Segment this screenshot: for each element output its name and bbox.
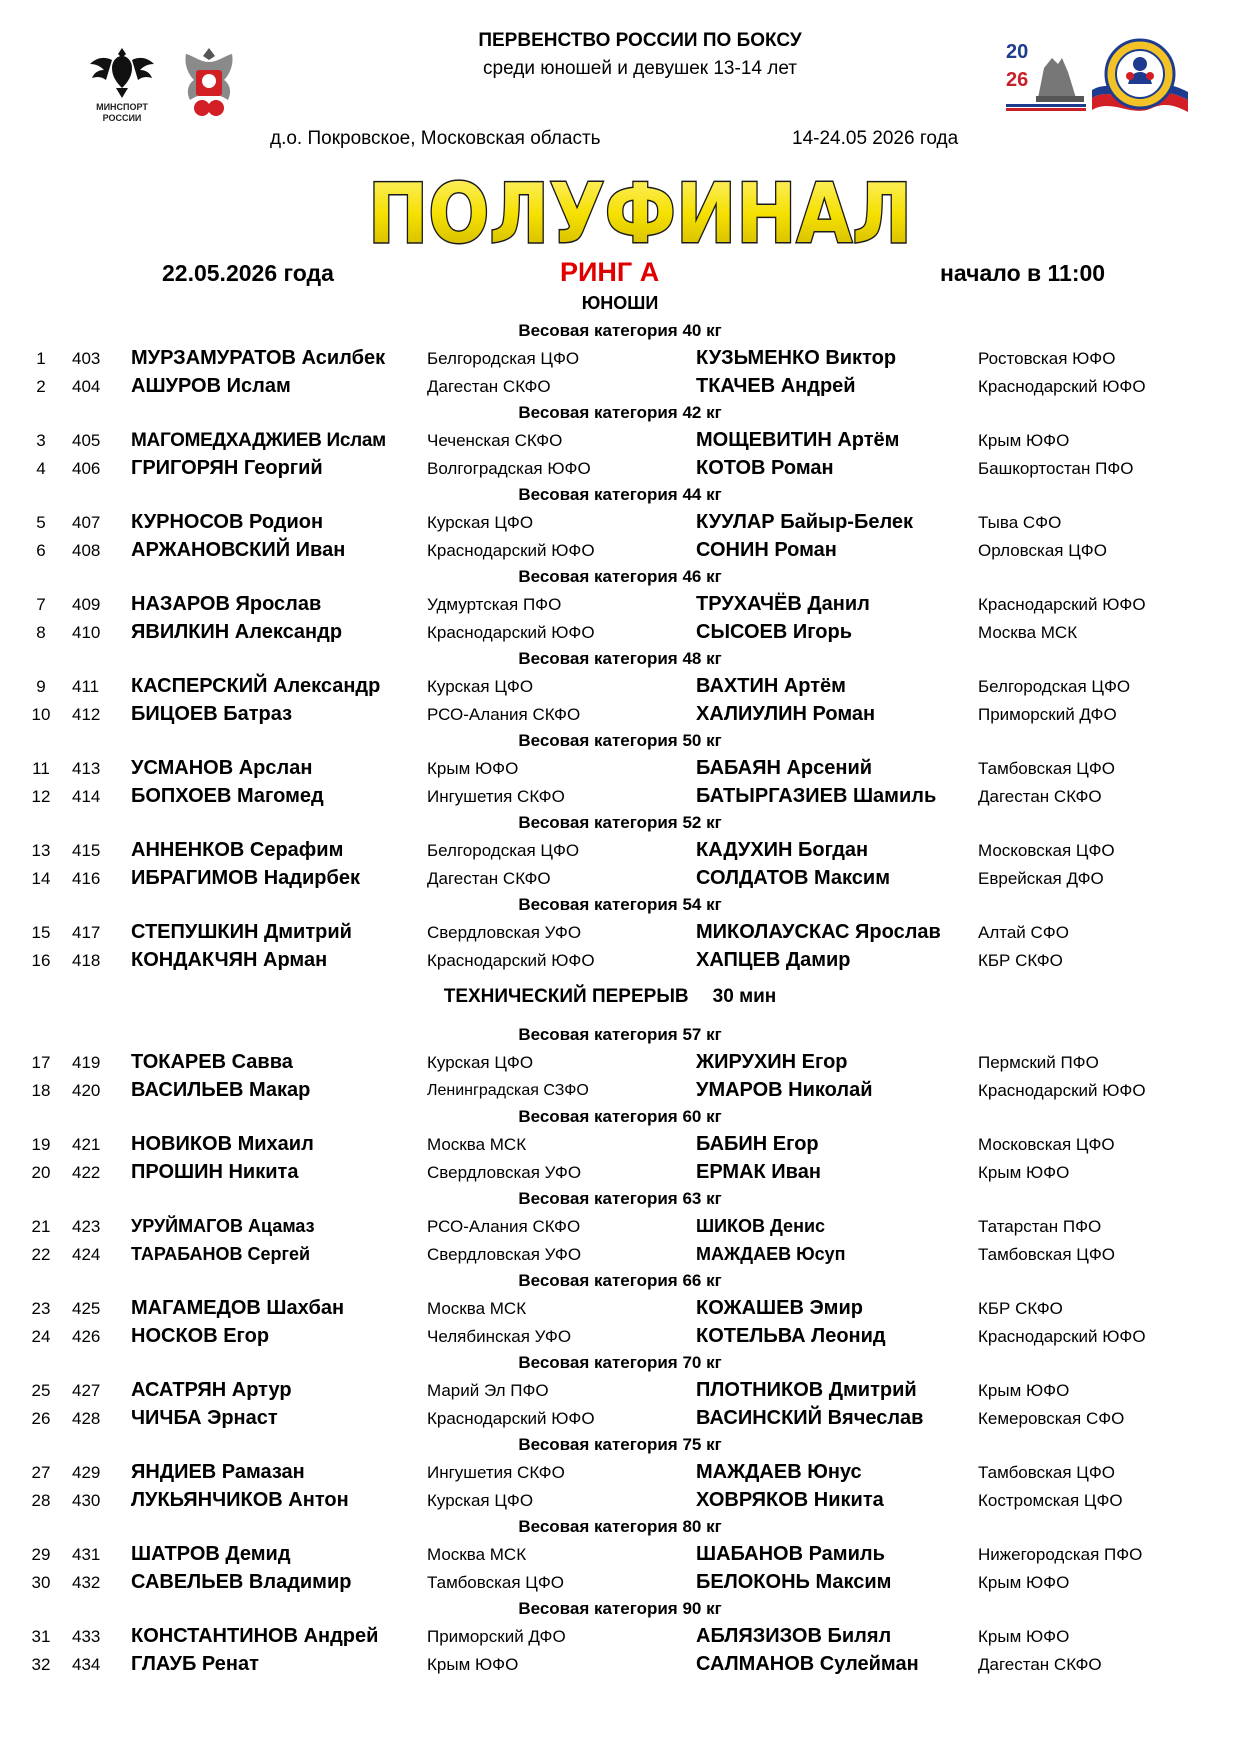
venue: д.о. Покровское, Московская область — [270, 128, 601, 149]
blue-corner-name: БАТЫРГАЗИЕВ Шамиль — [696, 785, 937, 807]
bout-id: 427 — [72, 1381, 101, 1400]
red-corner-region: Ингушетия СКФО — [427, 787, 565, 806]
blue-corner-region: Дагестан СКФО — [978, 1655, 1102, 1674]
weight-category: Весовая категория 50 кг — [518, 731, 722, 750]
red-corner-name: НОВИКОВ Михаил — [131, 1133, 314, 1155]
bout-number: 22 — [31, 1245, 51, 1264]
blue-corner-region: Московская ЦФО — [978, 1135, 1115, 1154]
bout-row — [0, 1651, 1241, 1678]
red-corner-name: ГЛАУБ Ренат — [131, 1653, 259, 1675]
blue-corner-region: Краснодарский ЮФО — [978, 1327, 1146, 1346]
blue-corner-name: ТКАЧЕВ Андрей — [696, 375, 856, 397]
blue-corner-region: Костромская ЦФО — [978, 1491, 1123, 1510]
bout-row — [0, 1459, 1241, 1486]
bout-id: 410 — [72, 623, 101, 642]
red-corner-region: Волгоградская ЮФО — [427, 459, 591, 478]
weight-category: Весовая категория 54 кг — [518, 895, 722, 914]
blue-corner-name: СОНИН Роман — [696, 539, 837, 561]
red-corner-region: Свердловская УФО — [427, 1163, 582, 1182]
blue-corner-name: КУУЛАР Байыр-Белек — [696, 511, 914, 533]
bout-number: 27 — [31, 1463, 51, 1482]
bout-number: 24 — [31, 1327, 51, 1346]
red-corner-region: Крым ЮФО — [427, 759, 519, 778]
session-date: 22.05.2026 года — [162, 260, 334, 286]
technical-break-label: ТЕХНИЧЕСКИЙ ПЕРЕРЫВ — [443, 986, 689, 1007]
bout-row — [0, 455, 1241, 482]
red-corner-name: МАГОМЕДХАДЖИЕВ Ислам — [131, 430, 386, 451]
red-corner-region: Приморский ДФО — [427, 1627, 566, 1646]
red-corner-region: Москва МСК — [427, 1299, 527, 1318]
weight-category: Весовая категория 60 кг — [518, 1107, 722, 1126]
red-corner-region: Белгородская ЦФО — [427, 349, 580, 368]
red-corner-region: Тамбовская ЦФО — [427, 1573, 565, 1592]
red-corner-name: КАСПЕРСКИЙ Александр — [131, 675, 381, 697]
red-corner-region: Курская ЦФО — [427, 677, 534, 696]
bout-row — [0, 619, 1241, 646]
bout-row — [0, 1241, 1241, 1268]
blue-corner-region: Крым ЮФО — [978, 431, 1070, 450]
weight-category: Весовая категория 44 кг — [518, 485, 722, 504]
boxing-federation-emblem-icon — [172, 44, 246, 120]
bout-row — [0, 947, 1241, 974]
blue-corner-name: БАБИН Егор — [696, 1133, 819, 1155]
blue-corner-region: Тамбовская ЦФО — [978, 759, 1116, 778]
bout-row — [0, 837, 1241, 864]
bout-id: 426 — [72, 1327, 101, 1346]
blue-corner-region: Краснодарский ЮФО — [978, 377, 1146, 396]
red-corner-region: Курская ЦФО — [427, 513, 534, 532]
bout-id: 403 — [72, 349, 101, 368]
weight-category: Весовая категория 46 кг — [518, 567, 722, 586]
blue-corner-region: Нижегородская ПФО — [978, 1545, 1143, 1564]
weight-category: Весовая категория 52 кг — [518, 813, 722, 832]
blue-corner-name: СОЛДАТОВ Максим — [696, 867, 890, 889]
blue-corner-name: УМАРОВ Николай — [696, 1079, 873, 1101]
minsport-logo — [86, 42, 158, 124]
red-corner-name: ИБРАГИМОВ Надирбек — [131, 867, 360, 889]
blue-corner-name: ХАЛИУЛИН Роман — [696, 703, 876, 725]
blue-corner-region: КБР СКФО — [978, 1299, 1063, 1318]
bout-id: 424 — [72, 1245, 101, 1264]
bout-number: 16 — [31, 951, 51, 970]
bout-row — [0, 1295, 1241, 1322]
blue-corner-region: Ростовская ЮФО — [978, 349, 1116, 368]
bout-row — [0, 919, 1241, 946]
weight-category: Весовая категория 48 кг — [518, 649, 722, 668]
bout-number: 11 — [32, 759, 50, 778]
red-corner-name: КОНСТАНТИНОВ Андрей — [131, 1625, 379, 1647]
red-corner-name: УРУЙМАГОВ Ацамаз — [131, 1216, 315, 1236]
red-corner-region: Дагестан СКФО — [427, 377, 551, 396]
red-corner-region: Челябинская УФО — [427, 1327, 572, 1346]
red-corner-region: Курская ЦФО — [427, 1053, 534, 1072]
weight-category: Весовая категория 90 кг — [518, 1599, 722, 1618]
red-corner-name: МАГАМЕДОВ Шахбан — [131, 1297, 345, 1319]
red-corner-name: БОПХОЕВ Магомед — [131, 785, 324, 807]
minsport-logo-text: МИНСПОРТ РОССИИ — [96, 102, 148, 123]
bout-row — [0, 1131, 1241, 1158]
boxer-round-emblem-icon — [1092, 36, 1188, 124]
blue-corner-region: Тыва СФО — [978, 513, 1062, 532]
weight-category: Весовая категория 42 кг — [518, 403, 722, 422]
red-corner-region: Краснодарский ЮФО — [427, 623, 595, 642]
bout-row — [0, 345, 1241, 372]
bout-number: 31 — [31, 1627, 51, 1646]
blue-corner-region: Крым ЮФО — [978, 1381, 1070, 1400]
red-corner-region: Крым ЮФО — [427, 1655, 519, 1674]
bout-number: 18 — [31, 1081, 51, 1100]
blue-corner-name: КОТОВ Роман — [696, 457, 834, 479]
weight-category: Весовая категория 70 кг — [518, 1353, 722, 1372]
blue-corner-name: ЖИРУХИН Егор — [696, 1051, 848, 1073]
blue-corner-name: ВАСИНСКИЙ Вячеслав — [696, 1407, 924, 1429]
red-corner-name: ТАРАБАНОВ Сергей — [131, 1244, 311, 1264]
red-corner-name: ГРИГОРЯН Георгий — [131, 457, 323, 479]
bout-id: 418 — [72, 951, 101, 970]
bout-row — [0, 427, 1241, 454]
red-corner-name: КОНДАКЧЯН Арман — [131, 949, 328, 971]
bout-number: 21 — [31, 1217, 51, 1236]
weight-category: Весовая категория 80 кг — [518, 1517, 722, 1536]
blue-corner-region: Крым ЮФО — [978, 1163, 1070, 1182]
bout-number: 8 — [36, 623, 46, 642]
red-corner-region: Свердловская УФО — [427, 1245, 582, 1264]
red-corner-region: Свердловская УФО — [427, 923, 582, 942]
bout-id: 404 — [72, 377, 101, 396]
bout-number: 1 — [36, 349, 46, 368]
blue-corner-name: КУЗЬМЕНКО Виктор — [696, 347, 897, 369]
blue-corner-region: Орловская ЦФО — [978, 541, 1107, 560]
red-corner-name: ЧИЧБА Эрнаст — [131, 1407, 278, 1429]
red-corner-name: УСМАНОВ Арслан — [131, 757, 313, 779]
bout-row — [0, 755, 1241, 782]
blue-corner-region: Дагестан СКФО — [978, 787, 1102, 806]
blue-corner-name: МИКОЛАУСКАС Ярослав — [696, 921, 941, 943]
bout-number: 2 — [36, 377, 46, 396]
blue-corner-name: ХОВРЯКОВ Никита — [696, 1489, 884, 1511]
bout-id: 405 — [72, 431, 101, 450]
bout-id: 428 — [72, 1409, 101, 1428]
bout-row — [0, 1377, 1241, 1404]
page-subtitle: среди юношей и девушек 13-14 лет — [483, 58, 797, 79]
bout-row — [0, 1323, 1241, 1350]
blue-corner-region: Башкортостан ПФО — [978, 459, 1134, 478]
bout-row — [0, 1049, 1241, 1076]
svg-text:26: 26 — [1006, 69, 1029, 91]
bout-id: 414 — [72, 787, 101, 806]
red-corner-region: Чеченская СКФО — [427, 431, 563, 450]
bout-row — [0, 1213, 1241, 1240]
bout-number: 25 — [31, 1381, 51, 1400]
bout-id: 411 — [72, 677, 100, 696]
bout-id: 419 — [72, 1053, 101, 1072]
red-corner-region: Белгородская ЦФО — [427, 841, 580, 860]
red-corner-name: САВЕЛЬЕВ Владимир — [131, 1571, 352, 1593]
banner-text: ПОЛУФИНАЛ — [368, 167, 912, 262]
bout-id: 425 — [72, 1299, 101, 1318]
bout-number: 12 — [31, 787, 51, 806]
red-corner-region: Москва МСК — [427, 1545, 527, 1564]
bout-number: 15 — [31, 923, 51, 942]
year-of-unity-logo — [1004, 38, 1088, 116]
bout-number: 10 — [31, 705, 51, 724]
bout-id: 416 — [72, 869, 101, 888]
red-corner-name: АШУРОВ Ислам — [131, 375, 291, 397]
bout-number: 20 — [31, 1163, 51, 1182]
red-corner-region: Удмуртская ПФО — [427, 595, 562, 614]
red-corner-name: ВАСИЛЬЕВ Макар — [131, 1079, 311, 1101]
technical-break — [380, 985, 840, 1009]
bout-number: 23 — [31, 1299, 51, 1318]
bout-id: 421 — [72, 1135, 101, 1154]
bout-row — [0, 373, 1241, 400]
bout-row — [0, 1623, 1241, 1650]
bout-row — [0, 673, 1241, 700]
bout-number: 14 — [31, 869, 51, 888]
bout-id: 431 — [72, 1545, 101, 1564]
red-corner-name: ЛУКЬЯНЧИКОВ Антон — [131, 1489, 349, 1511]
bout-id: 415 — [72, 841, 101, 860]
bout-row — [0, 1405, 1241, 1432]
blue-corner-region: Московская ЦФО — [978, 841, 1115, 860]
red-corner-region: Краснодарский ЮФО — [427, 541, 595, 560]
bout-id: 412 — [72, 705, 101, 724]
bout-row — [0, 1159, 1241, 1186]
bout-row — [0, 865, 1241, 892]
blue-corner-region: Крым ЮФО — [978, 1627, 1070, 1646]
red-corner-region: Ингушетия СКФО — [427, 1463, 565, 1482]
bout-number: 5 — [36, 513, 46, 532]
red-corner-name: КУРНОСОВ Родион — [131, 511, 324, 533]
red-corner-region: РСО-Алания СКФО — [427, 705, 581, 724]
blue-corner-region: Крым ЮФО — [978, 1573, 1070, 1592]
blue-corner-name: МАЖДАЕВ Юсуп — [696, 1244, 846, 1264]
bout-row — [0, 783, 1241, 810]
bout-row — [0, 537, 1241, 564]
bout-id: 406 — [72, 459, 101, 478]
bout-row — [0, 1487, 1241, 1514]
weight-category: Весовая категория 66 кг — [518, 1271, 722, 1290]
section-label: ЮНОШИ — [581, 293, 659, 313]
blue-corner-name: КАДУХИН Богдан — [696, 839, 869, 861]
bout-number: 30 — [31, 1573, 51, 1592]
bout-number: 13 — [31, 841, 51, 860]
bout-number: 17 — [31, 1053, 51, 1072]
red-corner-name: ПРОШИН Никита — [131, 1161, 299, 1183]
bout-id: 433 — [72, 1627, 101, 1646]
bout-id: 429 — [72, 1463, 101, 1482]
event-dates: 14-24.05 2026 года — [792, 128, 959, 149]
bout-id: 422 — [72, 1163, 101, 1182]
red-corner-region: РСО-Алания СКФО — [427, 1217, 581, 1236]
blue-corner-name: ХАПЦЕВ Дамир — [696, 949, 851, 971]
weight-category: Весовая категория 57 кг — [518, 1025, 722, 1044]
bout-row — [0, 1077, 1241, 1104]
blue-corner-name: ШИКОВ Денис — [696, 1216, 826, 1236]
bout-number: 28 — [31, 1491, 51, 1510]
technical-break-duration: 30 мин — [712, 986, 777, 1007]
blue-corner-region: Приморский ДФО — [978, 705, 1117, 724]
red-corner-name: НАЗАРОВ Ярослав — [131, 593, 322, 615]
blue-corner-region: Алтай СФО — [978, 923, 1069, 942]
blue-corner-region: Москва МСК — [978, 623, 1078, 642]
bout-number: 7 — [36, 595, 46, 614]
bout-row — [0, 1569, 1241, 1596]
bout-id: 420 — [72, 1081, 101, 1100]
blue-corner-region: КБР СКФО — [978, 951, 1063, 970]
bout-number: 3 — [36, 431, 46, 450]
red-corner-region: Краснодарский ЮФО — [427, 951, 595, 970]
sfbmo-logo — [1092, 36, 1188, 124]
bout-number: 4 — [36, 459, 46, 478]
red-corner-name: ТОКАРЕВ Савва — [131, 1051, 293, 1073]
bout-row — [0, 591, 1241, 618]
bout-number: 6 — [36, 541, 46, 560]
blue-corner-name: ПЛОТНИКОВ Дмитрий — [696, 1379, 917, 1401]
red-corner-name: АННЕНКОВ Серафим — [131, 839, 344, 861]
double-eagle-icon — [86, 42, 158, 102]
blue-corner-region: Тамбовская ЦФО — [978, 1463, 1116, 1482]
red-corner-name: НОСКОВ Егор — [131, 1325, 270, 1347]
red-corner-region: Краснодарский ЮФО — [427, 1409, 595, 1428]
red-corner-name: ЯВИЛКИН Александр — [131, 621, 343, 643]
red-corner-region: Москва МСК — [427, 1135, 527, 1154]
red-corner-name: АРЖАНОВСКИЙ Иван — [131, 539, 346, 561]
bout-id: 417 — [72, 923, 101, 942]
blue-corner-region: Татарстан ПФО — [978, 1217, 1102, 1236]
red-corner-name: МУРЗАМУРАТОВ Асилбек — [131, 347, 386, 369]
bout-row — [0, 701, 1241, 728]
bout-number: 9 — [36, 677, 46, 696]
blue-corner-region: Тамбовская ЦФО — [978, 1245, 1116, 1264]
blue-corner-name: ШАБАНОВ Рамиль — [696, 1543, 885, 1565]
blue-corner-name: БАБАЯН Арсений — [696, 757, 873, 779]
bout-id: 423 — [72, 1217, 101, 1236]
blue-corner-name: СЫСОЕВ Игорь — [696, 621, 853, 643]
red-corner-region: Ленинградская СЗФО — [427, 1082, 589, 1099]
page-title: ПЕРВЕНСТВО РОССИИ ПО БОКСУ — [478, 30, 802, 51]
blue-corner-region: Краснодарский ЮФО — [978, 1081, 1146, 1100]
red-corner-region: Курская ЦФО — [427, 1491, 534, 1510]
weight-category: Весовая категория 63 кг — [518, 1189, 722, 1208]
blue-corner-name: МАЖДАЕВ Юнус — [696, 1461, 862, 1483]
start-time: начало в 11:00 — [940, 260, 1106, 286]
bout-id: 430 — [72, 1491, 101, 1510]
bout-number: 29 — [31, 1545, 51, 1564]
bout-id: 407 — [72, 513, 101, 532]
ring-label: РИНГ А — [560, 257, 660, 287]
bout-row — [0, 509, 1241, 536]
blue-corner-region: Еврейская ДФО — [978, 869, 1104, 888]
blue-corner-name: ТРУХАЧЁВ Данил — [696, 593, 870, 615]
blue-corner-name: КОЖАШЕВ Эмир — [696, 1297, 863, 1319]
blue-corner-name: АБЛЯЗИЗОВ Билял — [696, 1625, 892, 1647]
bout-id: 409 — [72, 595, 101, 614]
red-corner-name: ШАТРОВ Демид — [131, 1543, 291, 1565]
blue-corner-region: Белгородская ЦФО — [978, 677, 1131, 696]
red-corner-name: СТЕПУШКИН Дмитрий — [131, 921, 352, 943]
federation-logo — [172, 44, 246, 120]
weight-category: Весовая категория 75 кг — [518, 1435, 722, 1454]
svg-text:20: 20 — [1006, 41, 1029, 63]
blue-corner-region: Кемеровская СФО — [978, 1409, 1125, 1428]
bout-id: 408 — [72, 541, 101, 560]
weight-category: Весовая категория 40 кг — [518, 321, 722, 340]
monument-year-emblem-icon — [1004, 38, 1088, 116]
bout-row — [0, 1541, 1241, 1568]
blue-corner-name: САЛМАНОВ Сулейман — [696, 1653, 919, 1675]
red-corner-name: БИЦОЕВ Батраз — [131, 703, 293, 725]
blue-corner-name: ЕРМАК Иван — [696, 1161, 821, 1183]
blue-corner-name: ВАХТИН Артём — [696, 675, 846, 697]
red-corner-name: АСАТРЯН Артур — [131, 1379, 292, 1401]
bout-number: 19 — [31, 1135, 51, 1154]
bout-id: 413 — [72, 759, 101, 778]
blue-corner-region: Краснодарский ЮФО — [978, 595, 1146, 614]
blue-corner-name: МОЩЕВИТИН Артём — [696, 429, 900, 451]
blue-corner-region: Пермский ПФО — [978, 1053, 1099, 1072]
blue-corner-name: КОТЕЛЬВА Леонид — [696, 1325, 886, 1347]
bout-id: 432 — [72, 1573, 101, 1592]
red-corner-name: ЯНДИЕВ Рамазан — [131, 1461, 305, 1483]
bout-id: 434 — [72, 1655, 101, 1674]
bout-number: 26 — [31, 1409, 51, 1428]
bout-number: 32 — [31, 1655, 51, 1674]
red-corner-region: Марий Эл ПФО — [427, 1381, 549, 1400]
red-corner-region: Дагестан СКФО — [427, 869, 551, 888]
blue-corner-name: БЕЛОКОНЬ Максим — [696, 1571, 892, 1593]
semifinal-banner — [360, 167, 920, 262]
